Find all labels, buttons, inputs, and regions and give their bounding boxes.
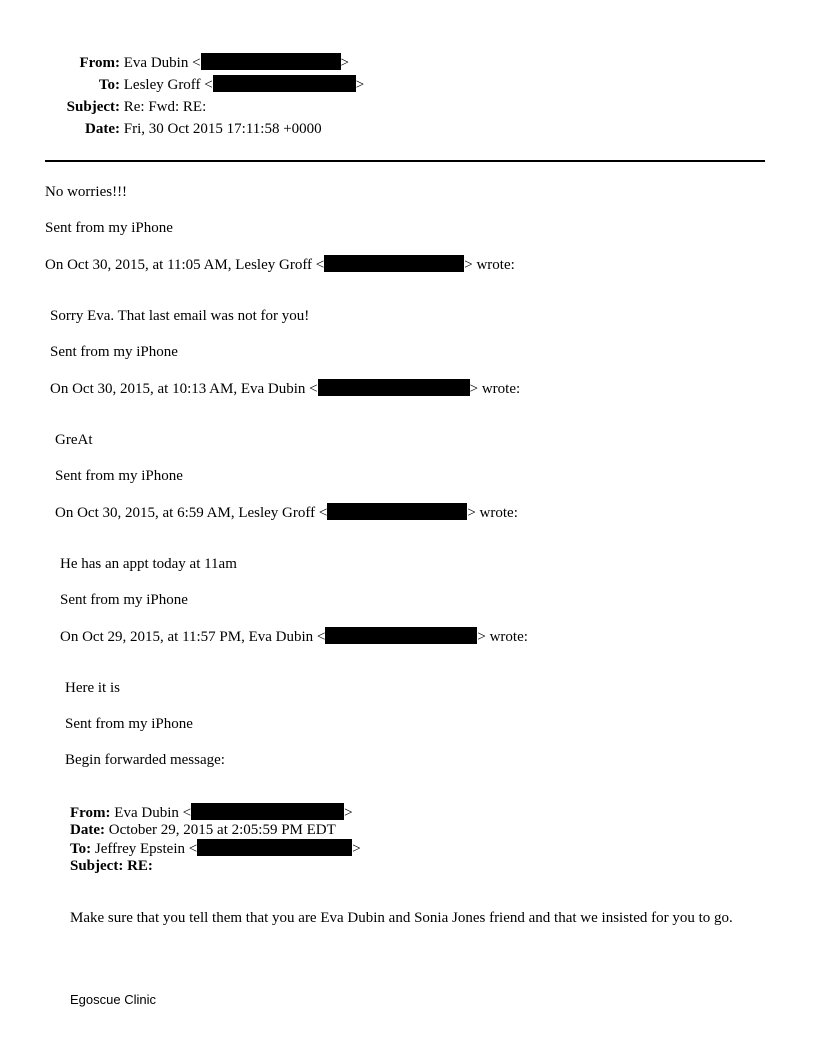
quote-line: On Oct 29, 2015, at 11:57 PM, Eva Dubin < > wrote: [60, 629, 528, 645]
forwarded-body: Make sure that you tell them that you are Eva Dubin and Sonia Jones friend and that we insisted for you to go. [70, 910, 733, 926]
header-subject [60, 98, 206, 116]
fwd-subject-label: Subject: [70, 858, 124, 874]
redaction-block [324, 255, 464, 272]
fwd-from: From: Eva Dubin < > [70, 805, 353, 821]
quote-line: On Oct 30, 2015, at 11:05 AM, Lesley Groff < > wrote: [45, 257, 515, 273]
fwd-date-label: Date: [70, 822, 105, 838]
redaction-block [318, 379, 470, 396]
subject-label: Subject: [66, 99, 120, 115]
fwd-subject: Subject: RE: [70, 858, 153, 874]
fwd-to-label: To: [70, 841, 92, 857]
sent-from: Sent from my iPhone [55, 468, 183, 484]
redaction-block [197, 839, 352, 856]
redaction-block [325, 627, 477, 644]
message-body: Here it is [65, 680, 120, 696]
redaction-block [213, 75, 356, 92]
header-to: To: Lesley Groff < > [60, 75, 364, 94]
signature: Egoscue Clinic [70, 992, 156, 1007]
message-body: Sorry Eva. That last email was not for you! [50, 308, 310, 324]
subject-value: Re: Fwd: RE: [123, 99, 207, 115]
from-label: From: [79, 55, 120, 71]
sent-from: Sent from my iPhone [60, 592, 188, 608]
from-value: Eva Dubin < [123, 55, 201, 71]
to-value: Lesley Groff < [123, 77, 213, 93]
header-divider [45, 160, 765, 162]
forwarded-intro: Begin forwarded message: [65, 752, 225, 768]
date-value: Fri, 30 Oct 2015 17:11:58 +0000 [123, 121, 322, 137]
to-label: To: [98, 77, 120, 93]
message-body: GreAt [55, 432, 93, 448]
message-body: He has an appt today at 11am [60, 556, 237, 572]
fwd-from-label: From: [70, 805, 111, 821]
quote-line: On Oct 30, 2015, at 6:59 AM, Lesley Groff < > wrote: [55, 505, 518, 521]
redaction-block [201, 53, 341, 70]
message-body: No worries!!! [45, 184, 128, 200]
redaction-block [327, 503, 467, 520]
redaction-block [191, 803, 344, 820]
fwd-to: To: Jeffrey Epstein < > [70, 841, 361, 857]
sent-from: Sent from my iPhone [45, 220, 173, 236]
date-label: Date: [85, 121, 120, 137]
sent-from: Sent from my iPhone [50, 344, 178, 360]
sent-from: Sent from my iPhone [65, 716, 193, 732]
fwd-date: Date: October 29, 2015 at 2:05:59 PM EDT [70, 822, 336, 838]
header-from: From: Eva Dubin < > [60, 53, 349, 72]
header-date [60, 120, 322, 138]
quote-line: On Oct 30, 2015, at 10:13 AM, Eva Dubin < > wrote: [50, 381, 521, 397]
